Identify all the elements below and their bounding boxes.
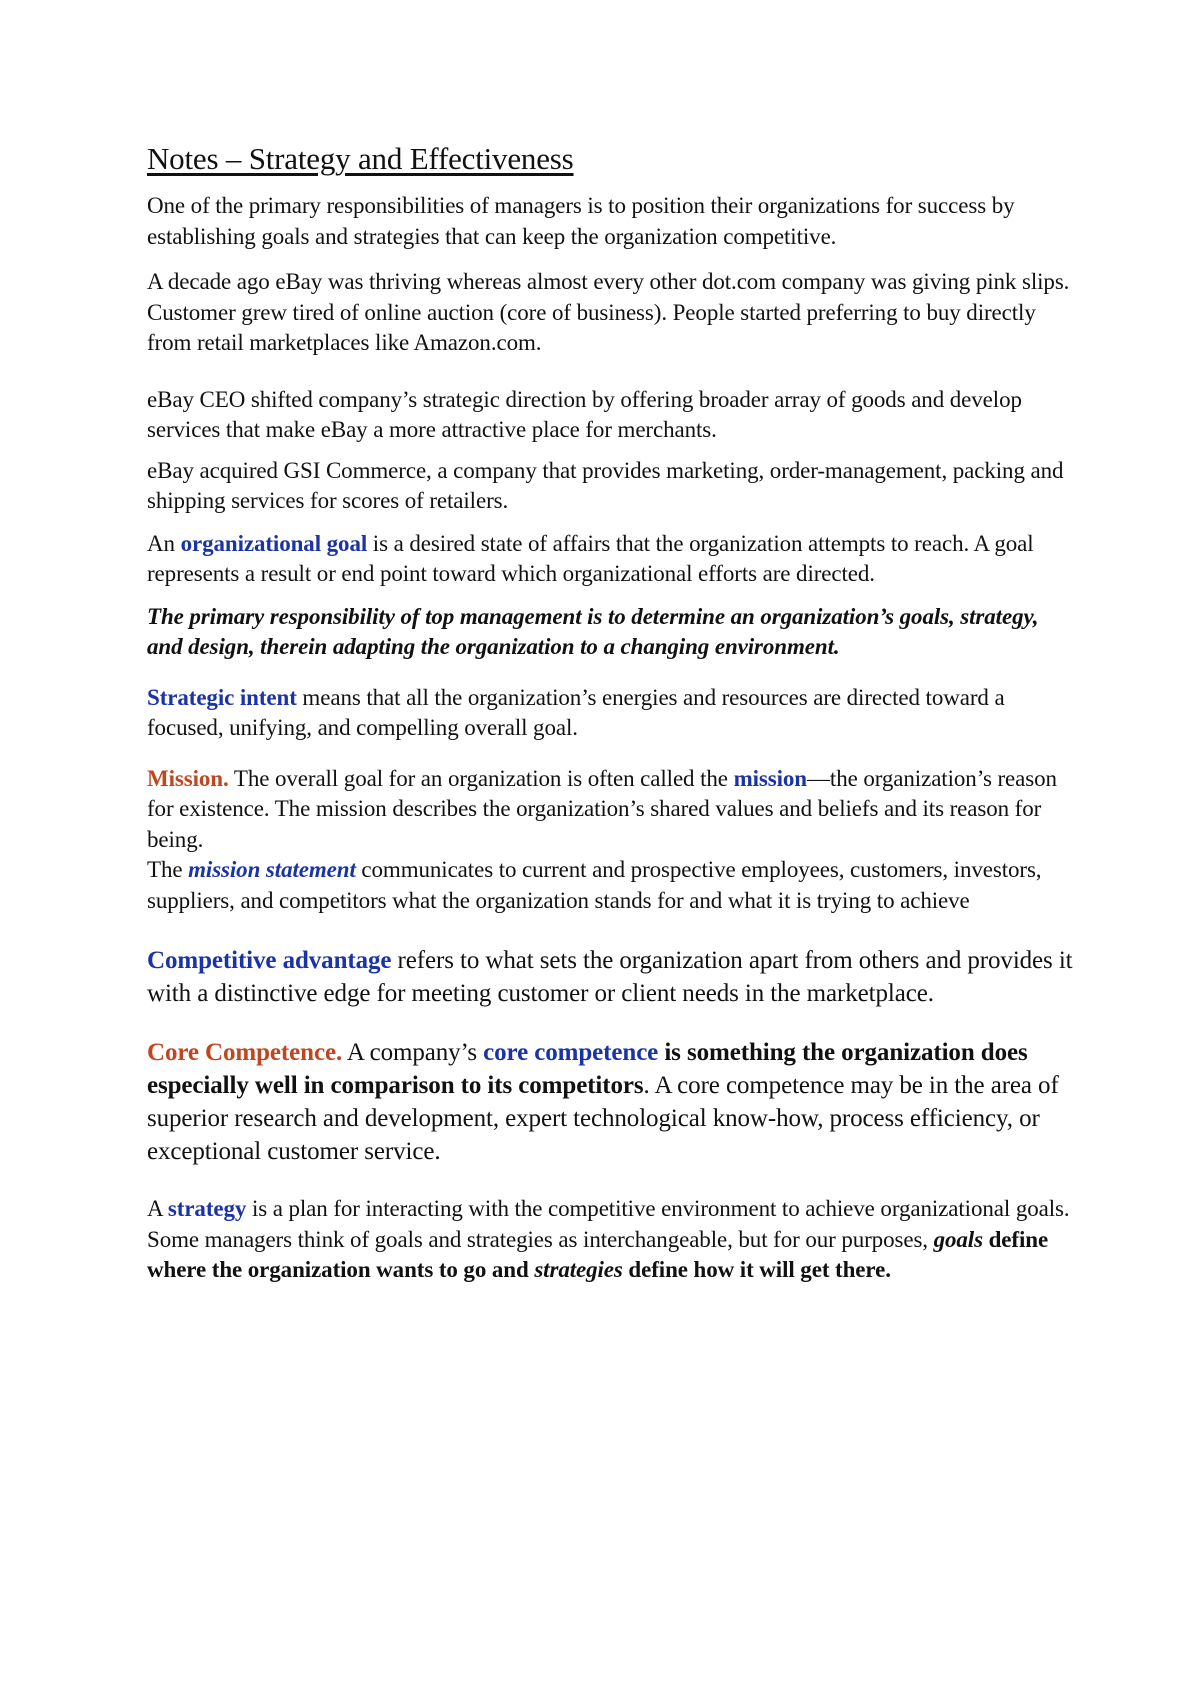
mission-statement-paragraph xyxy=(147,855,1077,916)
ebay-paragraph: A decade ago eBay was thriving whereas almost every other dot.com company was giving pink slips. Customer grew tired of online auction (core of business). People started preferring to buy directly from retail marketplaces like Amazon.com. xyxy=(147,269,1070,355)
core-competence-term: core competence xyxy=(483,1039,659,1066)
top-management-paragraph: The primary responsibility of top management is to determine an organization’s goals, strategy, and design, therein adapting the organization to a changing environment. xyxy=(147,603,1039,659)
core-competence-pre: A company’s xyxy=(342,1039,484,1066)
ebay-ceo-paragraph: eBay CEO shifted company’s strategic direction by offering broader array of goods and develop services that make eBay a more attractive place for merchants. xyxy=(147,386,1022,442)
mission-paragraph xyxy=(147,764,1077,856)
org-goal-post: is a desired state of affairs that the organization attempts to reach. A goal represents a result or end point toward which organizational efforts are directed. xyxy=(147,530,1034,586)
strategic-intent-paragraph xyxy=(147,683,1077,744)
mission-term: mission xyxy=(733,765,807,791)
strategic-intent-term: Strategic intent xyxy=(147,684,297,710)
core-competence-post: . A core competence may be in the area of superior research and development, expert technological know-how, process efficiency, or exceptional customer service. xyxy=(147,1072,1059,1165)
mission-heading: Mission. xyxy=(147,765,229,791)
strategy-term: strategy xyxy=(167,1196,247,1221)
strategy-mid: is a plan for interacting with the competitive environment to achieve organizational goals. Some managers think of goals and strategies as interchangeable, but for our purposes, xyxy=(147,1196,1070,1252)
strategies-definition: define how it will get there. xyxy=(622,1257,891,1282)
ebay-gsi-paragraph: eBay acquired GSI Commerce, a company that provides marketing, order-management, packing and shipping services for scores of retailers. xyxy=(147,457,1064,513)
core-competence-heading: Core Competence. xyxy=(147,1039,343,1066)
core-competence-paragraph xyxy=(147,1036,1077,1168)
mission-statement-post: communicates to current and prospective employees, customers, investors, suppliers, and competitors what the organization stands for and what it is trying to achieve xyxy=(147,857,1042,913)
mission-statement-term: mission statement xyxy=(188,857,356,882)
strategies-term: strategies xyxy=(534,1257,623,1282)
strategy-pre: A xyxy=(147,1196,168,1221)
competitive-advantage-term: Competitive advantage xyxy=(147,947,392,974)
mission-text-2: —the organization’s reason for existence. The mission describes the organization’s shared values and beliefs and its reason for being. xyxy=(147,765,1057,852)
page-title: Notes – Strategy and Effectiveness xyxy=(147,141,574,176)
core-competence-bold: is something the organization does especially well in comparison to its competitors xyxy=(147,1039,1028,1099)
org-goal-pre: An xyxy=(147,530,181,556)
mission-statement-pre: The xyxy=(147,857,189,882)
intro-paragraph: One of the primary responsibilities of managers is to position their organizations for success by establishing goals and strategies that can keep the organization competitive. xyxy=(147,193,1015,249)
strategic-intent-post: means that all the organization’s energies and resources are directed toward a focused, unifying, and compelling overall goal. xyxy=(147,684,1005,740)
mission-text-1: The overall goal for an organization is often called the xyxy=(228,765,734,791)
competitive-advantage-post: refers to what sets the organization apart from others and provides it with a distinctive edge for meeting customer or client needs in the marketplace. xyxy=(147,947,1073,1007)
organizational-goal-paragraph xyxy=(147,529,1077,590)
goals-definition: define where the organization wants to go and xyxy=(147,1226,1049,1282)
goals-term: goals xyxy=(933,1226,983,1252)
org-goal-term: organizational goal xyxy=(180,530,368,556)
strategy-paragraph xyxy=(147,1194,1077,1286)
document-page xyxy=(147,141,1077,1286)
competitive-advantage-paragraph xyxy=(147,944,1077,1010)
